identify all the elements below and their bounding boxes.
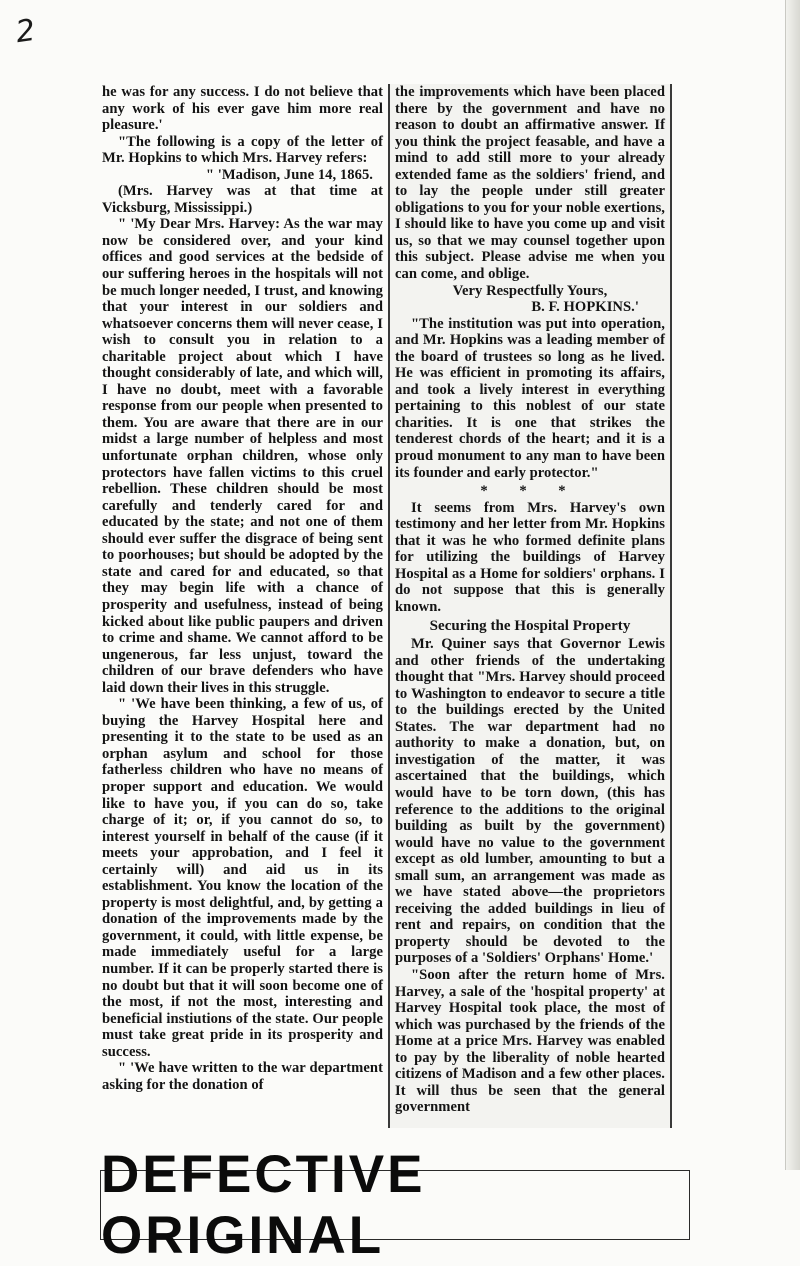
banner-text: DEFECTIVE ORIGINAL	[101, 1145, 426, 1265]
letter-signature: B. F. HOPKINS.'	[531, 299, 639, 316]
letter-body-1: " 'My Dear Mrs. Harvey: As the war may now be considered over, and your kind offices and good services at the bedside of our suffering heroes in the hospitals will not be much longer needed, I trust, and knowing that your interest in our soldiers and whatsoever concerns them will never cease, I wish to consult you in relation to a charitable project about which I have thought considerably of late, and which will, I have no doubt, meet with a favorable response from our people when presented to them. You are aware that there are in our midst a large number of helpless and most unfortunate orphan children, whose only protectors have fallen victims to this cruel rebellion. These children should be most carefully and tenderly cared for and educated by the state; and not one of them should ever suffer the disgrace of being sent to poorhouses; but should be adopted by the state and cared for and educated, so that they may begin life with a chance of prosperity and usefulness, instead of being kicked about like public paupers and driven to crime and shame. We cannot afford to be ungenerous, far less unjust, toward the children of our brave defenders who have laid down their lives in this struggle.	[102, 216, 383, 696]
left-paragraph-2: "The following is a copy of the letter of Mr. Hopkins to which Mrs. Harvey refers:	[102, 133, 383, 167]
soon-paragraph: "Soon after the return home of Mrs. Harvey, a sale of the 'hospital property' at Harvey Hospital took place, the most of which was purchased by the friends of the Home at a price Mrs. Harvey was enabled to pay by the liberality of noble hearted citizens of Madison and a few other places. It will thus be seen that the general government	[395, 966, 665, 1116]
institution-paragraph: "The institution was put into operation, and Mr. Hopkins was a leading member of the board of trustees so long as he lived. He was efficient in promoting its affairs, and took a lively interest in everything pertaining to this noblest of our state charities. It is one that strikes the tenderest chords of the heart; and it is a proud monument to any man to have been its founder and early protector."	[395, 315, 665, 481]
left-column	[99, 84, 386, 1144]
left-paragraph-1: he was for any success. I do not believe that any work of his ever gave him more real pleasure.'	[102, 84, 383, 134]
section-subheading: Securing the Hospital Property	[429, 617, 631, 634]
letter-signoff: Very Respectfully Yours,	[452, 282, 608, 299]
seems-paragraph: It seems from Mrs. Harvey's own testimony and her letter from Mr. Hopkins that it was he who formed definite plans for utilizing the buildings of Harvey Hospital as a Home for soldiers' orphans. I do not suppose that this is generally known.	[395, 499, 665, 615]
defective-original-banner	[100, 1145, 690, 1265]
page-number: 2	[13, 12, 38, 51]
page-edge	[785, 0, 800, 1170]
right-column	[388, 84, 672, 1128]
letter-continuation: the improvements which have been placed there by the government and have no reason to doubt an affirmative answer. If you think the project feasable, and have a mind to add still more to your already extended fame as the soldiers' friend, and to lay the people under still greater obligations to you for your noble exertions, I should like to have you come up and visit us, so that we may counsel together upon this subject. Please advise me when you can come, and oblige.	[395, 84, 665, 283]
letter-body-3: " 'We have written to the war department asking for the donation of	[102, 1060, 383, 1093]
letter-dateline: " 'Madison, June 14, 1865.	[205, 166, 373, 183]
letter-body-2: " 'We have been thinking, a few of us, of buying the Harvey Hospital here and presenting it to the state to be used as an orphan asylum and school for those fatherless children who have no means of proper support and education. We would like to have you, if you can do so, take charge of it; or, if you cannot do so, to interest yourself in behalf of the cause (if it meets your approbation, and I feel it certainly will) and aid us in its establishment. You know the location of the property is most delightful, and, by getting a donation of the improvements made by the government, it could, with little expense, be made immediately useful for a large number. If it can be properly started there is no doubt but that it will soon become one of the most, if not the most, interesting and beneficial instiutions of the state. Our people must take great pride in its prosperity and success.	[102, 696, 383, 1060]
quiner-paragraph: Mr. Quiner says that Governor Lewis and other friends of the undertaking thought that "Mrs. Harvey should proceed to Washington to endeavor to secure a title to the buildings erected by the United States. The war department had no authority to make a donation, but, on investigation of the matter, it was ascertained that the buildings, which would have to be torn down, (this has reference to the additions to the original building as built by the government) would have no value to the government except as old lumber, amounting to but a small sum, an arrangement was made as we have stated above—the proprietors receiving the added buildings in lieu of rent and repairs, on condition that the property should be devoted to the purposes of a 'Soldiers' Orphans' Home.'	[395, 636, 665, 967]
left-paragraph-note: (Mrs. Harvey was at that time at Vicksburg, Mississippi.)	[102, 183, 383, 216]
section-separator: * * *	[480, 483, 580, 500]
